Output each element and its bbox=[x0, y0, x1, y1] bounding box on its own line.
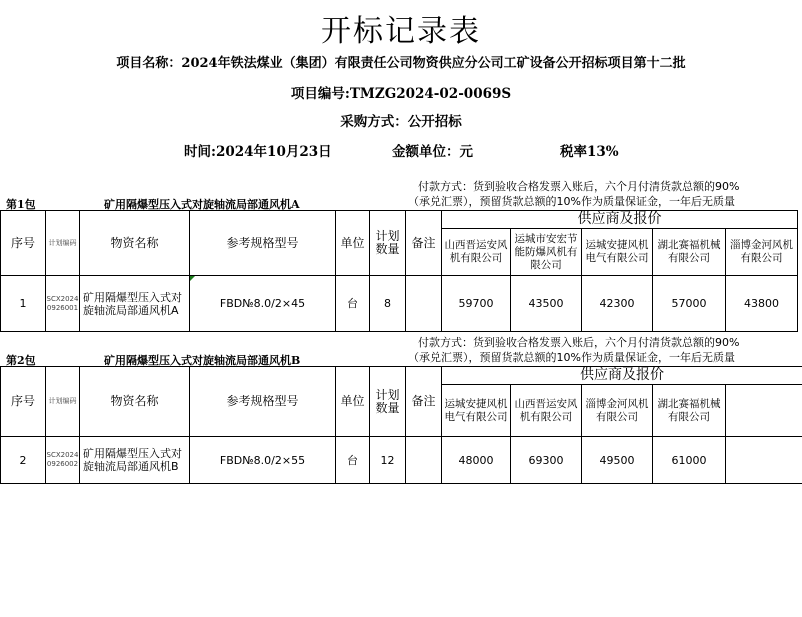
table-row bbox=[1, 276, 802, 332]
header-qty: 计划数量 bbox=[370, 211, 406, 276]
row-remark bbox=[406, 437, 442, 484]
header-remark: 备注 bbox=[406, 211, 442, 276]
row-price: 43800 bbox=[726, 276, 798, 332]
row-plan-code: SCX20240926001 bbox=[46, 276, 80, 332]
row-price: 61000 bbox=[653, 437, 726, 484]
row-price: 48000 bbox=[442, 437, 511, 484]
supplier-name: 运城安捷风机电气有限公司 bbox=[582, 229, 653, 276]
header-remark: 备注 bbox=[406, 367, 442, 437]
project-name: 项目名称：2024年铁法煤业（集团）有限责任公司物资供应分公司工矿设备公开招标项目第十二批 bbox=[116, 56, 686, 71]
header-qty: 计划数量 bbox=[370, 367, 406, 437]
supplier-name: 湖北赛福机械有限公司 bbox=[653, 229, 726, 276]
table-row bbox=[1, 437, 802, 484]
package-1-table bbox=[0, 210, 802, 332]
row-price: 49500 bbox=[582, 437, 653, 484]
header-plan-code: 计划编码 bbox=[46, 211, 80, 276]
package-2-terms-line2: （承兑汇票），预留货款总额的10%作为质量保证金，一年后无质量 bbox=[408, 351, 735, 364]
supplier-name: 山西晋运安风机有限公司 bbox=[511, 385, 582, 437]
row-spec: FBD№8.0/2×45 bbox=[190, 276, 336, 332]
header-spec: 参考规格型号 bbox=[190, 211, 336, 276]
row-spec: FBD№8.0/2×55 bbox=[190, 437, 336, 484]
row-seq: 1 bbox=[1, 276, 46, 332]
time-unit-tax-line bbox=[0, 140, 802, 158]
row-qty: 12 bbox=[370, 437, 406, 484]
package-2-label: 第2包 bbox=[6, 354, 36, 367]
row-remark bbox=[406, 276, 442, 332]
supplier-empty bbox=[726, 385, 802, 437]
package-1-terms-line2: （承兑汇票），预留货款总额的10%作为质量保证金，一年后无质量 bbox=[408, 195, 735, 208]
header-spec: 参考规格型号 bbox=[190, 367, 336, 437]
row-price: 57000 bbox=[653, 276, 726, 332]
row-unit: 台 bbox=[336, 437, 370, 484]
procurement-method: 采购方式：公开招标 bbox=[340, 114, 462, 130]
comment-marker-icon bbox=[190, 276, 195, 281]
package-1-label: 第1包 bbox=[6, 198, 36, 211]
currency-unit: 金额单位：元 bbox=[392, 144, 473, 160]
row-material: 矿用隔爆型压入式对旋轴流局部通风机B bbox=[80, 437, 190, 484]
header-material: 物资名称 bbox=[80, 211, 190, 276]
package-2-name: 矿用隔爆型压入式对旋轴流局部通风机B bbox=[104, 354, 301, 367]
header-unit: 单位 bbox=[336, 211, 370, 276]
row-price: 42300 bbox=[582, 276, 653, 332]
supplier-name: 淄博金河风机有限公司 bbox=[582, 385, 653, 437]
row-seq: 2 bbox=[1, 437, 46, 484]
row-price: 69300 bbox=[511, 437, 582, 484]
supplier-name: 山西晋运安风机有限公司 bbox=[442, 229, 511, 276]
supplier-name: 运城安捷风机电气有限公司 bbox=[442, 385, 511, 437]
header-unit: 单位 bbox=[336, 367, 370, 437]
row-material: 矿用隔爆型压入式对旋轴流局部通风机A bbox=[80, 276, 190, 332]
row-price-empty bbox=[726, 437, 802, 484]
bid-time: 时间:2024年10月23日 bbox=[184, 144, 332, 160]
header-plan-code: 计划编码 bbox=[46, 367, 80, 437]
header-seq: 序号 bbox=[1, 211, 46, 276]
row-unit: 台 bbox=[336, 276, 370, 332]
header-material: 物资名称 bbox=[80, 367, 190, 437]
header-supplier-group: 供应商及报价 bbox=[442, 367, 802, 385]
supplier-name: 运城市安宏节能防爆风机有限公司 bbox=[511, 229, 582, 276]
row-price: 43500 bbox=[511, 276, 582, 332]
package-2-terms-line1: 付款方式：货到验收合格发票入账后，六个月付清货款总额的90% bbox=[418, 336, 740, 349]
header-seq: 序号 bbox=[1, 367, 46, 437]
project-number: 项目编号:TMZG2024-02-0069S bbox=[290, 86, 512, 102]
supplier-name: 淄博金河风机有限公司 bbox=[726, 229, 798, 276]
tax-rate: 税率13% bbox=[560, 144, 619, 160]
row-plan-code: SCX20240926002 bbox=[46, 437, 80, 484]
row-qty: 8 bbox=[370, 276, 406, 332]
package-2-table bbox=[0, 366, 802, 484]
package-1-name: 矿用隔爆型压入式对旋轴流局部通风机A bbox=[104, 198, 300, 211]
supplier-name: 湖北赛福机械有限公司 bbox=[653, 385, 726, 437]
page-title: 开标记录表 bbox=[321, 14, 481, 49]
header-supplier-group: 供应商及报价 bbox=[442, 211, 798, 229]
package-1-terms-line1: 付款方式：货到验收合格发票入账后，六个月付清货款总额的90% bbox=[418, 180, 740, 193]
row-price: 59700 bbox=[442, 276, 511, 332]
